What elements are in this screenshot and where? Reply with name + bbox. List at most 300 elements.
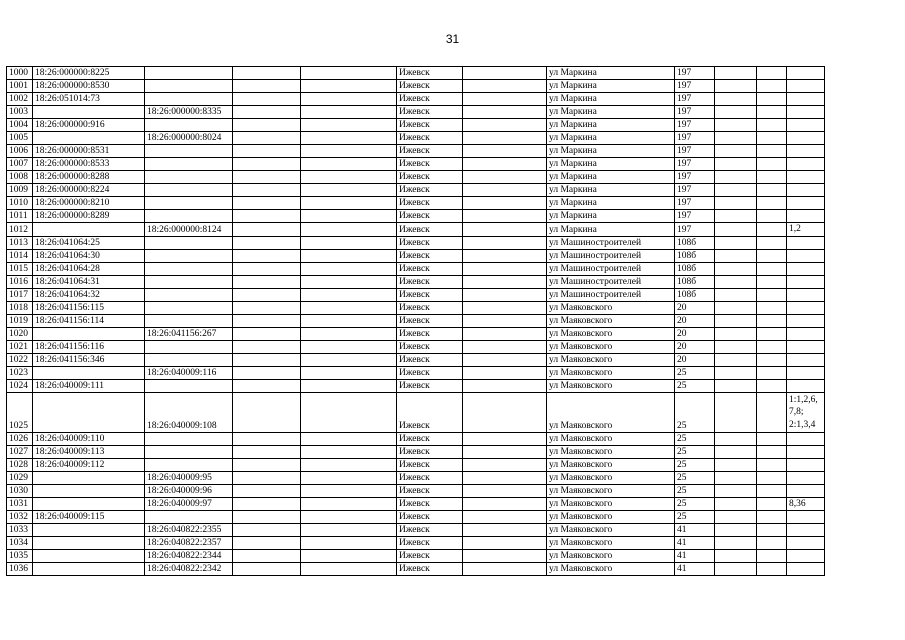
street-cell: ул Маркина (547, 171, 675, 184)
city-cell: Ижевск (397, 497, 463, 511)
house-number-cell: 197 (675, 132, 715, 145)
parent-cadastral-number-cell (145, 275, 233, 288)
empty-cell (715, 236, 757, 249)
note-cell (787, 524, 825, 537)
empty-cell (463, 550, 547, 563)
empty-cell (715, 80, 757, 93)
parent-cadastral-number-cell (145, 379, 233, 392)
empty-cell (233, 223, 301, 237)
row-number-cell: 1015 (7, 262, 33, 275)
city-cell: Ижевск (397, 327, 463, 340)
empty-cell (301, 353, 397, 366)
empty-cell (757, 106, 787, 119)
parent-cadastral-number-cell (145, 145, 233, 158)
row-number-cell: 1009 (7, 184, 33, 197)
house-number-cell: 108б (675, 288, 715, 301)
empty-cell (757, 80, 787, 93)
parent-cadastral-number-cell (145, 93, 233, 106)
parent-cadastral-number-cell: 18:26:040822:2342 (145, 563, 233, 576)
cadastral-number-cell: 18:26:041156:115 (33, 301, 145, 314)
note-cell (787, 275, 825, 288)
empty-cell (301, 537, 397, 550)
city-cell: Ижевск (397, 223, 463, 237)
cadastral-number-cell: 18:26:041156:116 (33, 340, 145, 353)
note-cell: 1:1,2,6, 7,8; 2:1,3,4 (787, 392, 825, 432)
empty-cell (233, 236, 301, 249)
cadastral-number-cell: 18:26:000000:8530 (33, 80, 145, 93)
row-number-cell: 1013 (7, 236, 33, 249)
cadastral-number-cell (33, 550, 145, 563)
parent-cadastral-number-cell: 18:26:040009:108 (145, 392, 233, 432)
parent-cadastral-number-cell: 18:26:040822:2355 (145, 524, 233, 537)
street-cell: ул Маяковского (547, 432, 675, 445)
note-cell (787, 327, 825, 340)
table-row (7, 353, 825, 366)
city-cell: Ижевск (397, 93, 463, 106)
row-number-cell: 1021 (7, 340, 33, 353)
empty-cell (715, 353, 757, 366)
table-row (7, 223, 825, 237)
house-number-cell: 25 (675, 484, 715, 497)
house-number-cell: 197 (675, 184, 715, 197)
empty-cell (757, 511, 787, 524)
empty-cell (715, 327, 757, 340)
table-row (7, 537, 825, 550)
empty-cell (301, 171, 397, 184)
row-number-cell: 1032 (7, 511, 33, 524)
empty-cell (301, 445, 397, 458)
empty-cell (757, 550, 787, 563)
row-number-cell: 1030 (7, 484, 33, 497)
cadastral-number-cell (33, 392, 145, 432)
parent-cadastral-number-cell (145, 353, 233, 366)
parent-cadastral-number-cell (145, 236, 233, 249)
empty-cell (715, 93, 757, 106)
note-cell (787, 119, 825, 132)
empty-cell (233, 314, 301, 327)
empty-cell (463, 197, 547, 210)
empty-cell (463, 511, 547, 524)
city-cell: Ижевск (397, 563, 463, 576)
cadastral-number-cell: 18:26:000000:8210 (33, 197, 145, 210)
note-cell (787, 301, 825, 314)
empty-cell (233, 197, 301, 210)
empty-cell (715, 119, 757, 132)
empty-cell (301, 197, 397, 210)
city-cell: Ижевск (397, 80, 463, 93)
table-row (7, 511, 825, 524)
empty-cell (233, 511, 301, 524)
registry-table (6, 66, 825, 576)
empty-cell (233, 484, 301, 497)
note-cell (787, 210, 825, 223)
street-cell: ул Маяковского (547, 353, 675, 366)
parent-cadastral-number-cell (145, 288, 233, 301)
cadastral-number-cell: 18:26:041064:25 (33, 236, 145, 249)
note-cell (787, 511, 825, 524)
empty-cell (233, 262, 301, 275)
house-number-cell: 197 (675, 171, 715, 184)
parent-cadastral-number-cell (145, 249, 233, 262)
row-number-cell: 1019 (7, 314, 33, 327)
empty-cell (233, 119, 301, 132)
table-row (7, 106, 825, 119)
note-cell (787, 563, 825, 576)
row-number-cell: 1025 (7, 392, 33, 432)
empty-cell (463, 145, 547, 158)
city-cell: Ижевск (397, 445, 463, 458)
empty-cell (301, 288, 397, 301)
empty-cell (463, 366, 547, 379)
empty-cell (757, 379, 787, 392)
house-number-cell: 197 (675, 106, 715, 119)
cadastral-number-cell (33, 524, 145, 537)
row-number-cell: 1016 (7, 275, 33, 288)
empty-cell (715, 197, 757, 210)
city-cell: Ижевск (397, 550, 463, 563)
empty-cell (233, 445, 301, 458)
note-cell (787, 484, 825, 497)
row-number-cell: 1036 (7, 563, 33, 576)
empty-cell (463, 340, 547, 353)
empty-cell (233, 471, 301, 484)
row-number-cell: 1035 (7, 550, 33, 563)
note-cell: 8,36 (787, 497, 825, 511)
city-cell: Ижевск (397, 184, 463, 197)
street-cell: ул Маркина (547, 80, 675, 93)
empty-cell (715, 301, 757, 314)
parent-cadastral-number-cell: 18:26:040009:116 (145, 366, 233, 379)
house-number-cell: 197 (675, 67, 715, 80)
city-cell: Ижевск (397, 524, 463, 537)
empty-cell (757, 432, 787, 445)
empty-cell (757, 301, 787, 314)
empty-cell (463, 392, 547, 432)
cadastral-number-cell: 18:26:041156:346 (33, 353, 145, 366)
empty-cell (463, 119, 547, 132)
street-cell: ул Маяковского (547, 550, 675, 563)
empty-cell (757, 275, 787, 288)
row-number-cell: 1007 (7, 158, 33, 171)
city-cell: Ижевск (397, 511, 463, 524)
street-cell: ул Маяковского (547, 301, 675, 314)
cadastral-number-cell: 18:26:000000:8225 (33, 67, 145, 80)
empty-cell (715, 445, 757, 458)
parent-cadastral-number-cell (145, 314, 233, 327)
empty-cell (463, 262, 547, 275)
cadastral-number-cell (33, 497, 145, 511)
row-number-cell: 1022 (7, 353, 33, 366)
parent-cadastral-number-cell (145, 80, 233, 93)
note-cell (787, 80, 825, 93)
table-row (7, 262, 825, 275)
street-cell: ул Маркина (547, 132, 675, 145)
street-cell: ул Маяковского (547, 563, 675, 576)
empty-cell (715, 484, 757, 497)
empty-cell (463, 379, 547, 392)
note-cell (787, 236, 825, 249)
house-number-cell: 25 (675, 392, 715, 432)
empty-cell (715, 471, 757, 484)
table-row (7, 184, 825, 197)
row-number-cell: 1017 (7, 288, 33, 301)
street-cell: ул Машиностроителей (547, 236, 675, 249)
empty-cell (757, 158, 787, 171)
empty-cell (301, 184, 397, 197)
street-cell: ул Маркина (547, 223, 675, 237)
table-row (7, 379, 825, 392)
city-cell: Ижевск (397, 210, 463, 223)
parent-cadastral-number-cell: 18:26:040009:97 (145, 497, 233, 511)
parent-cadastral-number-cell (145, 210, 233, 223)
row-number-cell: 1014 (7, 249, 33, 262)
empty-cell (463, 93, 547, 106)
empty-cell (463, 497, 547, 511)
city-cell: Ижевск (397, 484, 463, 497)
empty-cell (715, 366, 757, 379)
cadastral-number-cell: 18:26:000000:8531 (33, 145, 145, 158)
empty-cell (757, 67, 787, 80)
house-number-cell: 197 (675, 158, 715, 171)
empty-cell (715, 392, 757, 432)
table-row (7, 445, 825, 458)
row-number-cell: 1034 (7, 537, 33, 550)
house-number-cell: 197 (675, 80, 715, 93)
parent-cadastral-number-cell: 18:26:000000:8124 (145, 223, 233, 237)
street-cell: ул Маркина (547, 93, 675, 106)
cadastral-number-cell (33, 471, 145, 484)
empty-cell (301, 379, 397, 392)
table-row (7, 197, 825, 210)
cadastral-number-cell (33, 106, 145, 119)
note-cell (787, 106, 825, 119)
cadastral-number-cell (33, 132, 145, 145)
street-cell: ул Маркина (547, 184, 675, 197)
street-cell: ул Маяковского (547, 392, 675, 432)
city-cell: Ижевск (397, 236, 463, 249)
house-number-cell: 108б (675, 275, 715, 288)
house-number-cell: 41 (675, 550, 715, 563)
empty-cell (233, 171, 301, 184)
table-row (7, 119, 825, 132)
empty-cell (233, 563, 301, 576)
cadastral-number-cell: 18:26:000000:8289 (33, 210, 145, 223)
table-row (7, 288, 825, 301)
city-cell: Ижевск (397, 379, 463, 392)
row-number-cell: 1006 (7, 145, 33, 158)
cadastral-number-cell: 18:26:051014:73 (33, 93, 145, 106)
house-number-cell: 197 (675, 210, 715, 223)
house-number-cell: 25 (675, 511, 715, 524)
empty-cell (233, 392, 301, 432)
house-number-cell: 25 (675, 366, 715, 379)
empty-cell (715, 132, 757, 145)
empty-cell (715, 340, 757, 353)
empty-cell (463, 314, 547, 327)
empty-cell (463, 210, 547, 223)
cadastral-number-cell: 18:26:000000:8224 (33, 184, 145, 197)
empty-cell (233, 497, 301, 511)
parent-cadastral-number-cell: 18:26:040009:95 (145, 471, 233, 484)
parent-cadastral-number-cell: 18:26:040822:2357 (145, 537, 233, 550)
house-number-cell: 41 (675, 563, 715, 576)
empty-cell (715, 145, 757, 158)
empty-cell (757, 445, 787, 458)
street-cell: ул Маркина (547, 158, 675, 171)
empty-cell (463, 275, 547, 288)
empty-cell (715, 497, 757, 511)
cadastral-number-cell (33, 537, 145, 550)
empty-cell (463, 132, 547, 145)
cadastral-number-cell: 18:26:040009:110 (33, 432, 145, 445)
empty-cell (233, 184, 301, 197)
empty-cell (715, 288, 757, 301)
cadastral-number-cell (33, 366, 145, 379)
parent-cadastral-number-cell (145, 262, 233, 275)
empty-cell (715, 458, 757, 471)
note-cell (787, 445, 825, 458)
street-cell: ул Маркина (547, 210, 675, 223)
city-cell: Ижевск (397, 301, 463, 314)
parent-cadastral-number-cell (145, 445, 233, 458)
empty-cell (757, 288, 787, 301)
city-cell: Ижевск (397, 145, 463, 158)
empty-cell (301, 550, 397, 563)
table-row (7, 145, 825, 158)
empty-cell (233, 379, 301, 392)
city-cell: Ижевск (397, 132, 463, 145)
house-number-cell: 197 (675, 197, 715, 210)
registry-rows (7, 67, 825, 576)
house-number-cell: 25 (675, 497, 715, 511)
table-row (7, 340, 825, 353)
table-row (7, 314, 825, 327)
house-number-cell: 197 (675, 93, 715, 106)
table-row (7, 249, 825, 262)
empty-cell (301, 511, 397, 524)
note-cell (787, 340, 825, 353)
house-number-cell: 20 (675, 301, 715, 314)
empty-cell (715, 314, 757, 327)
house-number-cell: 25 (675, 445, 715, 458)
city-cell: Ижевск (397, 106, 463, 119)
empty-cell (715, 210, 757, 223)
empty-cell (301, 458, 397, 471)
cadastral-number-cell: 18:26:041156:114 (33, 314, 145, 327)
empty-cell (463, 106, 547, 119)
parent-cadastral-number-cell (145, 458, 233, 471)
empty-cell (233, 537, 301, 550)
empty-cell (233, 432, 301, 445)
empty-cell (715, 550, 757, 563)
street-cell: ул Маяковского (547, 445, 675, 458)
empty-cell (233, 145, 301, 158)
table-row (7, 132, 825, 145)
empty-cell (715, 223, 757, 237)
empty-cell (463, 353, 547, 366)
city-cell: Ижевск (397, 340, 463, 353)
table-row (7, 158, 825, 171)
city-cell: Ижевск (397, 171, 463, 184)
empty-cell (301, 366, 397, 379)
house-number-cell: 197 (675, 223, 715, 237)
empty-cell (463, 445, 547, 458)
note-cell (787, 145, 825, 158)
empty-cell (233, 210, 301, 223)
parent-cadastral-number-cell (145, 184, 233, 197)
row-number-cell: 1001 (7, 80, 33, 93)
parent-cadastral-number-cell (145, 432, 233, 445)
table-row (7, 550, 825, 563)
note-cell (787, 67, 825, 80)
city-cell: Ижевск (397, 119, 463, 132)
note-cell (787, 471, 825, 484)
empty-cell (301, 249, 397, 262)
city-cell: Ижевск (397, 366, 463, 379)
city-cell: Ижевск (397, 537, 463, 550)
note-cell (787, 171, 825, 184)
table-row (7, 171, 825, 184)
note-cell (787, 249, 825, 262)
parent-cadastral-number-cell: 18:26:041156:267 (145, 327, 233, 340)
cadastral-number-cell: 18:26:041064:32 (33, 288, 145, 301)
empty-cell (233, 67, 301, 80)
empty-cell (757, 563, 787, 576)
row-number-cell: 1000 (7, 67, 33, 80)
table-row (7, 327, 825, 340)
street-cell: ул Маяковского (547, 511, 675, 524)
empty-cell (463, 236, 547, 249)
street-cell: ул Маяковского (547, 497, 675, 511)
house-number-cell: 25 (675, 471, 715, 484)
empty-cell (301, 484, 397, 497)
parent-cadastral-number-cell (145, 511, 233, 524)
empty-cell (757, 353, 787, 366)
parent-cadastral-number-cell: 18:26:040822:2344 (145, 550, 233, 563)
note-cell (787, 432, 825, 445)
empty-cell (715, 432, 757, 445)
street-cell: ул Маркина (547, 145, 675, 158)
parent-cadastral-number-cell (145, 171, 233, 184)
note-cell (787, 353, 825, 366)
row-number-cell: 1020 (7, 327, 33, 340)
street-cell: ул Маяковского (547, 471, 675, 484)
empty-cell (715, 563, 757, 576)
table-row (7, 524, 825, 537)
empty-cell (301, 80, 397, 93)
street-cell: ул Маяковского (547, 379, 675, 392)
cadastral-number-cell: 18:26:040009:111 (33, 379, 145, 392)
table-row (7, 301, 825, 314)
street-cell: ул Машиностроителей (547, 275, 675, 288)
cadastral-number-cell: 18:26:040009:112 (33, 458, 145, 471)
empty-cell (301, 275, 397, 288)
empty-cell (301, 119, 397, 132)
empty-cell (463, 184, 547, 197)
empty-cell (757, 524, 787, 537)
note-cell (787, 93, 825, 106)
parent-cadastral-number-cell: 18:26:040009:96 (145, 484, 233, 497)
empty-cell (233, 458, 301, 471)
city-cell: Ижевск (397, 197, 463, 210)
empty-cell (715, 511, 757, 524)
house-number-cell: 108б (675, 262, 715, 275)
empty-cell (463, 471, 547, 484)
empty-cell (301, 223, 397, 237)
row-number-cell: 1031 (7, 497, 33, 511)
cadastral-number-cell (33, 223, 145, 237)
empty-cell (463, 563, 547, 576)
